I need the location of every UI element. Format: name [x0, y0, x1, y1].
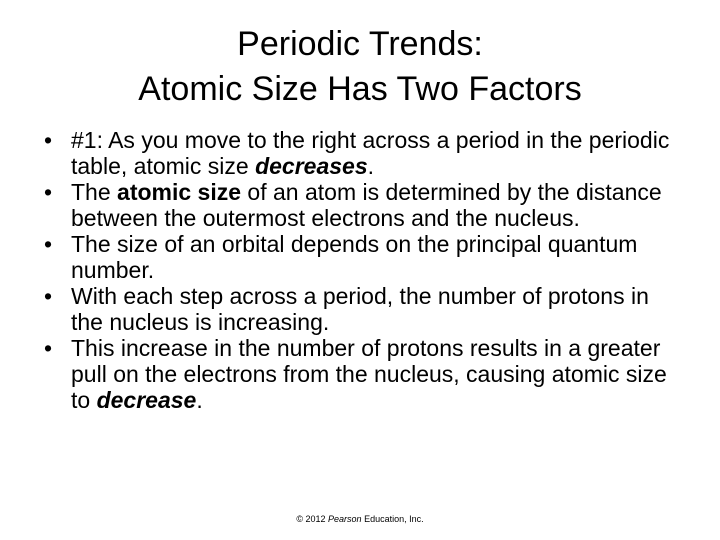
bullet-4-text: With each step across a period, the number of protons in the nucleus is increasing. [71, 283, 649, 335]
bullet-1-text-start: #1: As you move to the right across a period in the periodic table, atomic size [71, 127, 670, 179]
bullet-5-emphasis: decrease [96, 387, 197, 413]
bullet-dot-icon: • [44, 179, 53, 205]
bullet-5-text-end: . [196, 387, 203, 413]
bullet-dot-icon: • [44, 127, 53, 153]
footer-publisher: Pearson [328, 514, 362, 524]
bullet-5-text-start: This increase in the number of protons results in a greater pull on the electrons from the nucleus, causing atomic size to [71, 335, 667, 413]
bullet-dot-icon: • [44, 283, 53, 309]
footer-text-end: Education, Inc. [361, 514, 424, 524]
bullet-list [44, 127, 684, 413]
bullet-2-bold: atomic size [117, 179, 242, 205]
bullet-2-text-end: of an atom is determined by the distance between the outermost electrons and the nucleus. [71, 179, 662, 231]
slide-title [0, 22, 720, 112]
copyright-footer [0, 513, 720, 525]
bullet-dot-icon: • [44, 335, 53, 361]
bullet-item-2 [44, 179, 684, 231]
slide-title-line-2: Atomic Size Has Two Factors [138, 70, 582, 108]
bullet-dot-icon: • [44, 231, 53, 257]
slide-title-line-1: Periodic Trends: [237, 25, 483, 63]
footer-text-start: © 2012 [296, 514, 329, 524]
bullet-item-4 [44, 283, 684, 335]
bullet-item-5 [44, 335, 684, 413]
bullet-item-1 [44, 127, 684, 179]
bullet-item-3 [44, 231, 684, 283]
bullet-1-emphasis: decreases [255, 153, 368, 179]
bullet-2-text-start: The [71, 179, 118, 205]
bullet-1-text-end: . [367, 153, 375, 179]
bullet-3-text: The size of an orbital depends on the principal quantum number. [71, 231, 638, 283]
